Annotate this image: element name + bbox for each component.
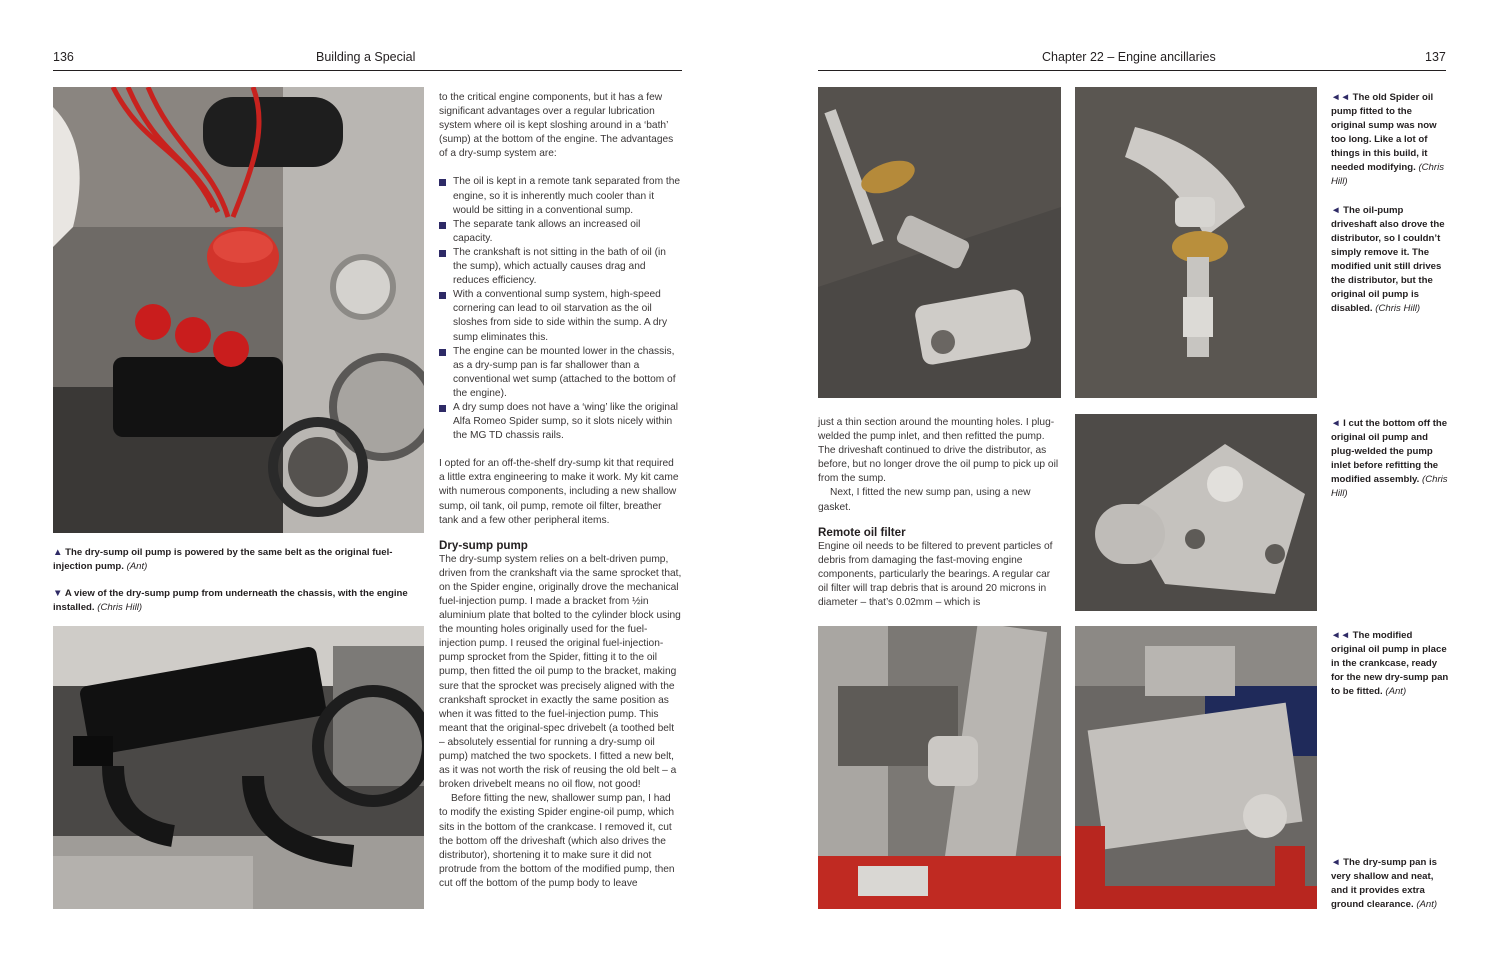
- right-running-title: Chapter 22 – Engine ancillaries: [1042, 50, 1216, 64]
- caption-text: The dry-sump pan is very shallow and neat, and it provides extra ground clearance.: [1331, 857, 1437, 910]
- left-paragraph-kit: I opted for an off-the-shelf dry-sump kit that required a little extra engineering to make it work. My kit came with numerous components, including a new shallow sump, oil tank, oil pump, remote oil filter, breather tank and a few other peripheral items.: [439, 458, 679, 526]
- caption-text: I cut the bottom off the original oil pump and plug-welded the pump inlet before refitting the modified assembly.: [1331, 418, 1448, 485]
- photo-engine-stand: [1075, 626, 1317, 909]
- right-page-number: 137: [1425, 50, 1446, 64]
- caption-oil-pump-driveshaft: [1331, 204, 1449, 316]
- advantages-list: [439, 175, 682, 443]
- caption-credit: (Chris Hill): [1331, 162, 1445, 187]
- left-paragraph-pump: The dry-sump system relies on a belt-driven pump, driven from the crankshaft via the same sprocket that, on the Spider engine, originally drove the mechanical fuel-injection pump. I made a bracket from ½in aluminium plate that bolted to the cylinder block using the mounting holes originally used for the fuel-injection pump. I reused the original fuel-injection-pump sprocket from the Spider, fitting it to the oil pump, then fitted the oil pump to the bracket, making sure that the sprocket was precisely aligned with the crankshaft sprocket in exactly the same position as when it was fitted to the fuel-injection pump. This meant that the original-spec drivebelt (a toothed belt – absolutely essential for running a dry-sump oil pump) matched the two spockets. I fitted a new belt, as it was not worth the risk of reusing the old belt – a broken drivebelt means no oil flow, not good!: [439, 553, 682, 791]
- caption-arrow-left-icon: ◄: [1331, 857, 1341, 868]
- left-text-column: [439, 91, 682, 891]
- right-paragraph-weld: just a thin section around the mounting holes. I plug-welded the pump inlet, and then refitted the pump. The driveshaft continued to drive the distributor, as before, but no longer drove the oil pump to pick up oil from the sump.: [818, 417, 1059, 485]
- caption-text: The dry-sump oil pump is powered by the same belt as the original fuel-injection pump.: [53, 547, 393, 572]
- list-item: A dry sump does not have a ‘wing’ like the original Alfa Romeo Spider sump, so it slots nicely within the MG TD chassis rails.: [439, 401, 682, 443]
- right-paragraph-gasket: Next, I fitted the new sump pan, using a new gasket.: [818, 487, 1031, 513]
- caption-arrow-down-icon: ▼: [53, 588, 63, 599]
- right-header-rule: [818, 70, 1446, 71]
- caption-arrow-left-double-icon: ◄◄: [1331, 630, 1350, 641]
- caption-credit: (Ant): [126, 561, 148, 572]
- right-paragraph-filter: Engine oil needs to be filtered to prevent particles of debris from damaging the fast-moving engine components, particularly the bearings. A regular car oil filter will trap debris that is around 20 microns in diameter – that’s 0.02mm – which is: [818, 540, 1053, 609]
- photo-crankcase: [818, 626, 1061, 909]
- caption-arrow-left-icon: ◄: [1331, 205, 1341, 216]
- bullet-square-icon: [439, 292, 446, 299]
- caption-text: The old Spider oil pump fitted to the original sump was now too long. Like a lot of things in this build, it needed modifying.: [1331, 92, 1437, 173]
- caption-cut-bottom-off: [1331, 417, 1449, 501]
- caption-credit: (Ant): [1385, 686, 1407, 697]
- bullet-square-icon: [439, 250, 446, 257]
- bullet-square-icon: [439, 222, 446, 229]
- caption-dry-sump-belt: [53, 546, 423, 574]
- left-running-title: Building a Special: [316, 50, 416, 64]
- list-item: The engine can be mounted lower in the chassis, as a dry-sump pan is far shallower than a conventional wet sump (attached to the bottom of the engine).: [439, 345, 682, 401]
- caption-arrow-up-icon: ▲: [53, 547, 63, 558]
- bullet-square-icon: [439, 349, 446, 356]
- photo-engine-distributor: [53, 87, 424, 533]
- left-paragraph-sump-pan: Before fitting the new, shallower sump pan, I had to modify the existing Spider engine-oil pump, which sits in the bottom of the crankcase. I removed it, cut the bottom off the driveshaft (which also drives the distributor), shortening it to make sure it did not protrude from the bottom of the modified pump, then cut off the bottom of the pump body to leave: [439, 793, 675, 889]
- caption-modified-pump-crankcase: [1331, 629, 1449, 699]
- photo-plug-welded: [1075, 414, 1317, 611]
- caption-credit: (Chris Hill): [1375, 303, 1421, 314]
- subheading-dry-sump-pump: Dry-sump pump: [439, 538, 528, 552]
- caption-pump-underneath: [53, 587, 423, 615]
- list-item: The separate tank allows an increased oil capacity.: [439, 218, 682, 246]
- caption-arrow-left-icon: ◄: [1331, 418, 1341, 429]
- caption-text: The modified original oil pump in place in the crankcase, ready for the new dry-sump pan to be fitted.: [1331, 630, 1449, 697]
- left-page-number: 136: [53, 50, 74, 64]
- list-item: With a conventional sump system, high-speed cornering can lead to oil starvation as the oil sloshes from side to side within the sump. A dry sump eliminates this.: [439, 288, 682, 344]
- photo-pump-driveshaft: [1075, 87, 1317, 398]
- caption-text: The oil-pump driveshaft also drove the distributor, so I couldn’t simply remove it. The modified unit still drives the distributor, but the original oil pump is disabled.: [1331, 205, 1445, 314]
- photo-pump-underneath: [53, 626, 424, 909]
- photo-old-pump: [818, 87, 1061, 398]
- left-intro-paragraph: to the critical engine components, but it has a few significant advantages over a regular lubrication system where oil is kept sloshing around in a ‘bath’ (sump) at the bottom of the engine. The advantages of a dry-sump system are:: [439, 92, 674, 160]
- caption-credit: (Chris Hill): [1331, 474, 1448, 499]
- caption-old-spider-pump: [1331, 91, 1449, 189]
- right-text-column: [818, 416, 1061, 610]
- subheading-remote-oil-filter: Remote oil filter: [818, 525, 906, 539]
- bullet-square-icon: [439, 405, 446, 412]
- caption-credit: (Ant): [1416, 899, 1438, 910]
- list-item: The oil is kept in a remote tank separated from the engine, so it is inherently much cooler than it would be sitting in a conventional sump.: [439, 175, 682, 217]
- bullet-square-icon: [439, 179, 446, 186]
- list-item: The crankshaft is not sitting in the bath of oil (in the sump), which actually causes drag and reduces efficiency.: [439, 246, 682, 288]
- left-header-rule: [53, 70, 682, 71]
- caption-text: A view of the dry-sump pump from underneath the chassis, with the engine installed.: [53, 588, 408, 613]
- caption-credit: (Chris Hill): [97, 602, 143, 613]
- caption-dry-sump-pan: [1331, 856, 1449, 912]
- caption-arrow-left-double-icon: ◄◄: [1331, 92, 1350, 103]
